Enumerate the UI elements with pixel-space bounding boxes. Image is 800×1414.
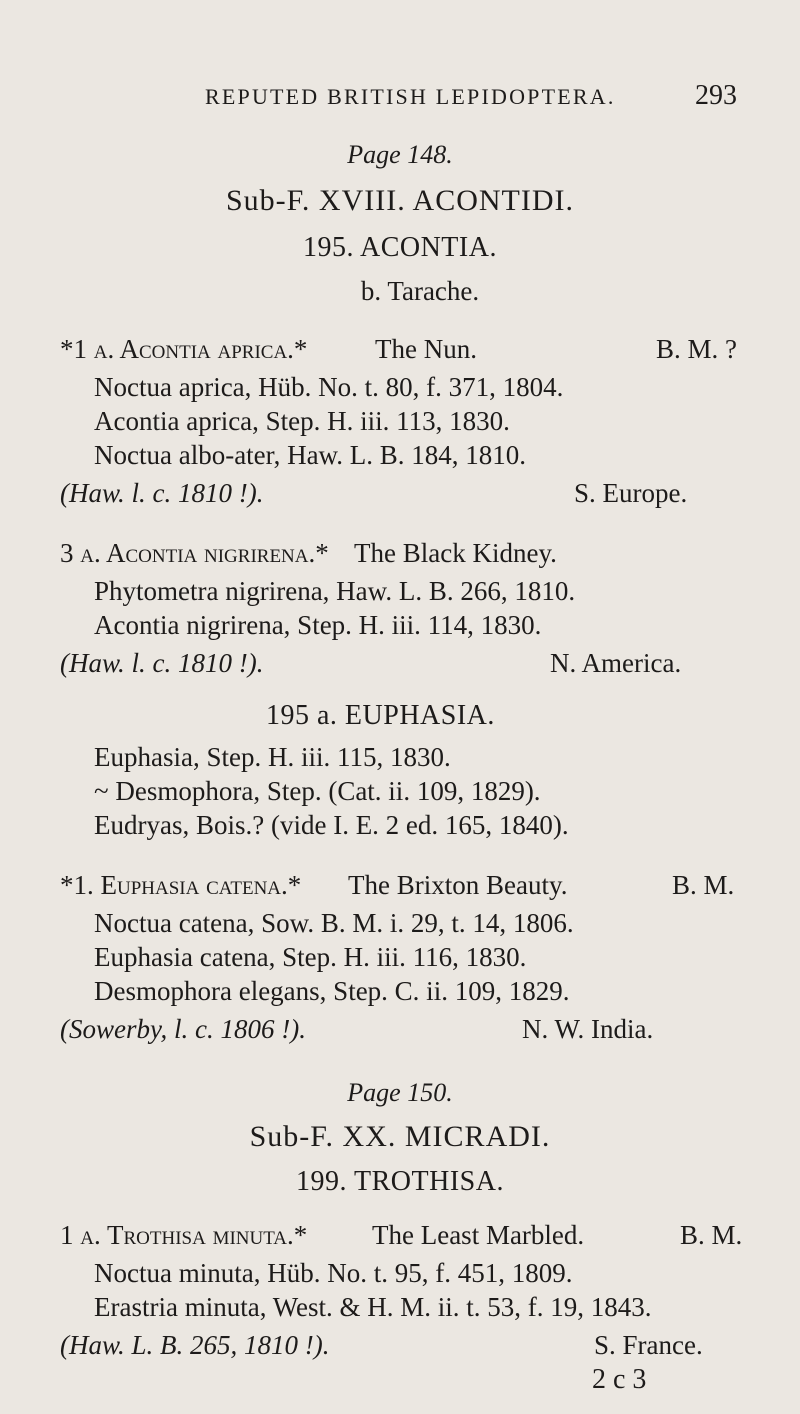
- synonym-line: Acontia nigrirena, Step. H. iii. 114, 1830.: [94, 610, 542, 640]
- type-reference: (Haw. l. c. 1810 !).: [60, 478, 264, 508]
- synonym-line: Noctua catena, Sow. B. M. i. 29, t. 14, 1806.: [94, 908, 574, 938]
- synonym-line: Eudryas, Bois.? (vide I. E. 2 ed. 165, 1840).: [94, 810, 569, 840]
- synonym-line: ~ Desmophora, Step. (Cat. ii. 109, 1829).: [94, 776, 541, 806]
- synonym-line: Euphasia, Step. H. iii. 115, 1830.: [94, 742, 451, 772]
- page-reference: Page 150.: [347, 1078, 453, 1107]
- common-name: The Brixton Beauty.: [348, 870, 568, 900]
- genus-heading: 199. TROTHISA.: [296, 1166, 504, 1197]
- signature-mark: 2 c 3: [592, 1364, 647, 1395]
- subgenus-heading: b. Tarache.: [360, 276, 480, 306]
- subfamily-heading: Sub-F. XX. MICRADI.: [249, 1120, 551, 1153]
- geographic-range: S. France.: [594, 1330, 703, 1360]
- museum-status: B. M.: [672, 870, 735, 900]
- museum-status: B. M.: [680, 1220, 743, 1250]
- synonym-line: Noctua minuta, Hüb. No. t. 95, f. 451, 1809.: [94, 1258, 573, 1288]
- synonym-line: Phytometra nigrirena, Haw. L. B. 266, 1810.: [94, 576, 576, 606]
- geographic-range: N. America.: [550, 648, 682, 678]
- synonym-line: Acontia aprica, Step. H. iii. 113, 1830.: [94, 406, 510, 436]
- synonym-line: Noctua aprica, Hüb. No. t. 80, f. 371, 1804.: [94, 372, 564, 402]
- page-reference: Page 148.: [347, 140, 453, 169]
- synonym-line: Noctua albo-ater, Haw. L. B. 184, 1810.: [94, 440, 527, 470]
- common-name: The Nun.: [375, 334, 477, 364]
- genus-heading: 195. ACONTIA.: [303, 232, 497, 263]
- type-reference: (Haw. l. c. 1810 !).: [60, 648, 264, 678]
- museum-status: B. M. ?: [656, 334, 737, 364]
- species-heading: *1 a. Acontia aprica.*: [60, 334, 308, 364]
- synonym-line: Desmophora elegans, Step. C. ii. 109, 1829.: [94, 976, 570, 1006]
- page-number: 293: [695, 80, 737, 111]
- synonym-line: Euphasia catena, Step. H. iii. 116, 1830.: [94, 942, 527, 972]
- geographic-range: N. W. India.: [522, 1014, 654, 1044]
- species-heading: 1 a. Trothisa minuta.*: [60, 1220, 308, 1250]
- common-name: The Black Kidney.: [354, 538, 557, 568]
- running-title: REPUTED BRITISH LEPIDOPTERA.: [205, 84, 616, 109]
- common-name: The Least Marbled.: [372, 1220, 585, 1250]
- species-heading: *1. Euphasia catena.*: [60, 870, 302, 900]
- genus-heading: 195 a. EUPHASIA.: [266, 700, 495, 731]
- type-reference: (Haw. L. B. 265, 1810 !).: [60, 1330, 330, 1360]
- subfamily-heading: Sub-F. XVIII. ACONTIDI.: [225, 184, 575, 217]
- type-reference: (Sowerby, l. c. 1806 !).: [60, 1014, 306, 1044]
- geographic-range: S. Europe.: [574, 478, 688, 508]
- species-heading: 3 a. Acontia nigrirena.*: [60, 538, 329, 568]
- synonym-line: Erastria minuta, West. & H. M. ii. t. 53, f. 19, 1843.: [94, 1292, 652, 1322]
